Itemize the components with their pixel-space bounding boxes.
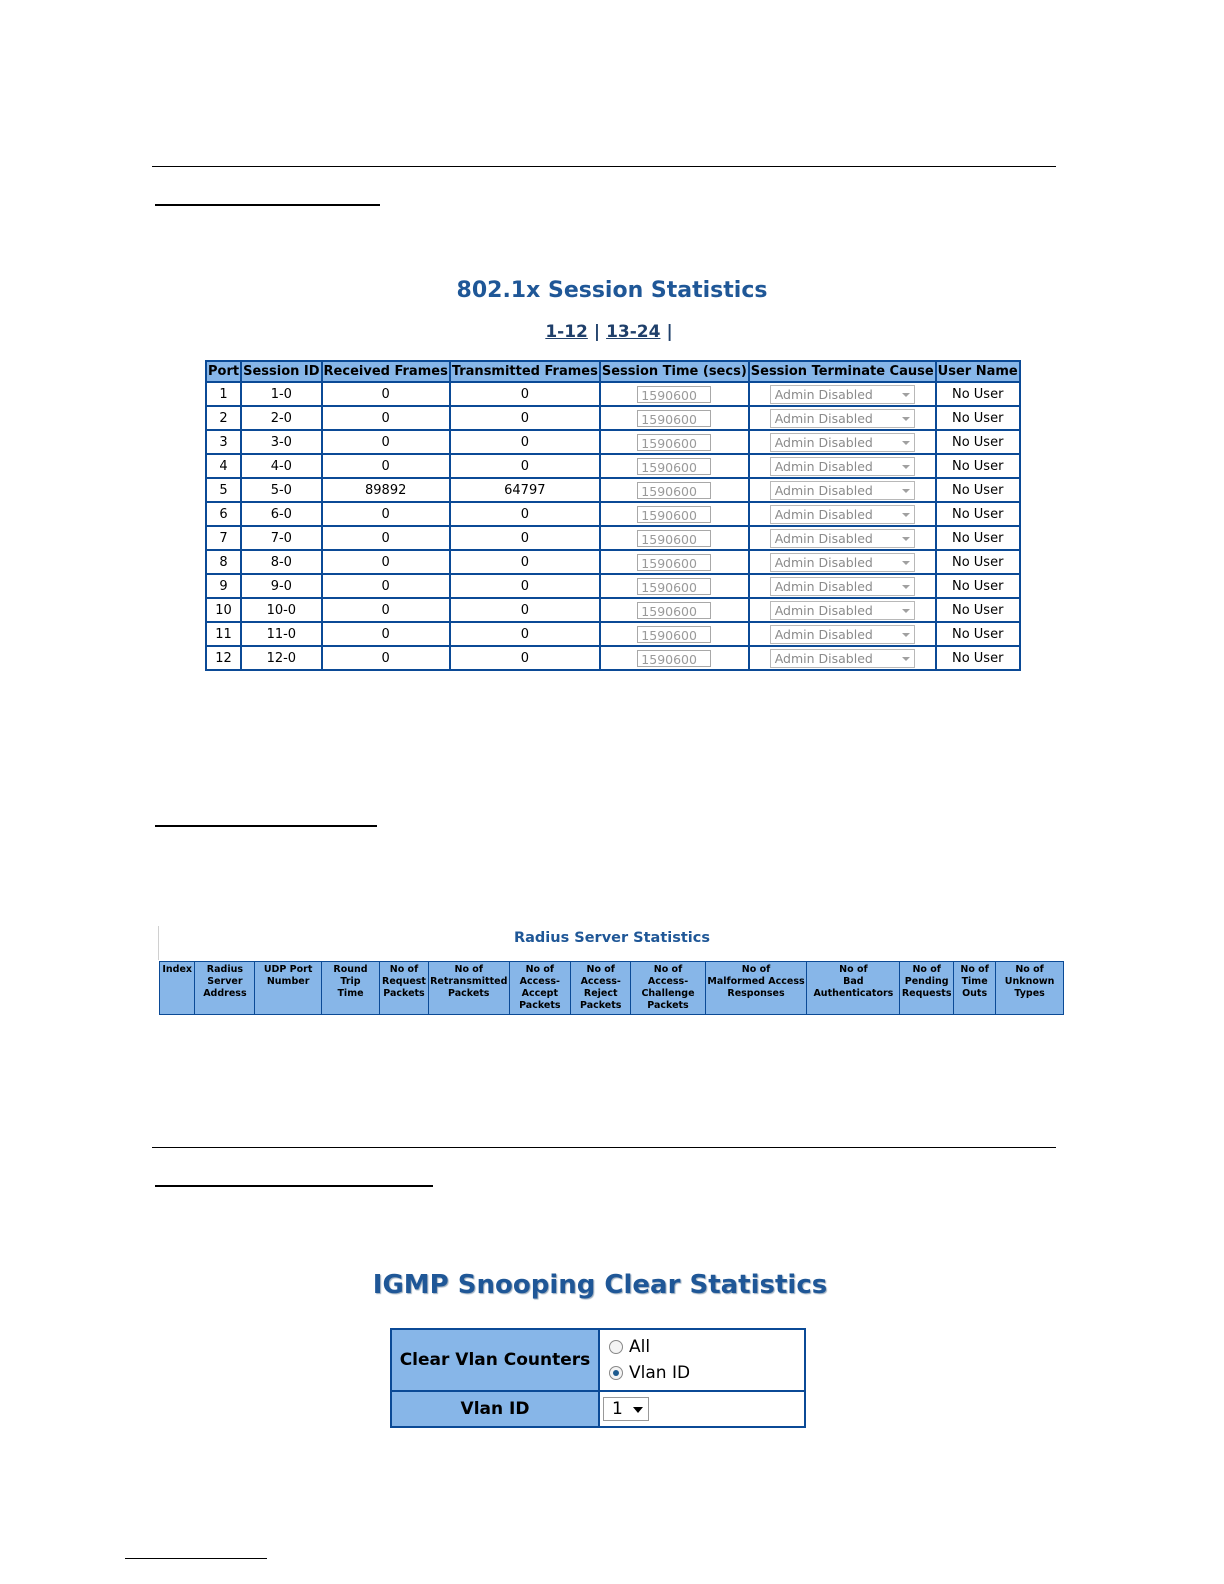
terminate-cause-select[interactable] [770,625,915,644]
header-line: Address [203,988,247,999]
terminate-cause-cell [749,502,936,526]
header-line: Pending [904,976,949,987]
dropdown-arrow-icon [902,513,910,517]
transmitted-frames-cell: 64797 [450,478,600,502]
session-time-input[interactable]: 1590600 [637,506,711,523]
terminate-cause-select[interactable] [770,577,915,596]
radio-vlan-label: Vlan ID [629,1363,691,1383]
terminate-cause-select[interactable] [770,409,915,428]
radius-column-header [705,962,807,1015]
header-line: Packets [580,1000,622,1011]
session-time-cell [600,406,749,430]
terminate-cause-cell [749,574,936,598]
terminate-cause-value: Admin Disabled [774,650,873,666]
header-line: Bad [843,976,864,987]
received-frames-cell: 0 [322,574,450,598]
radius-column-header [954,962,996,1015]
header-line: Server [207,976,243,987]
session-time-cell [600,646,749,670]
received-frames-cell: 0 [322,430,450,454]
terminate-cause-cell [749,454,936,478]
terminate-cause-cell [749,382,936,406]
terminate-cause-select[interactable] [770,505,915,524]
top-divider [152,166,1056,167]
terminate-cause-select[interactable] [770,553,915,572]
terminate-cause-cell [749,526,936,550]
transmitted-frames-cell: 0 [450,406,600,430]
session-time-cell [600,502,749,526]
terminate-cause-select[interactable] [770,649,915,668]
terminate-cause-cell [749,430,936,454]
vlan-id-cell [599,1391,805,1427]
radius-column-header [255,962,321,1015]
terminate-cause-value: Admin Disabled [774,410,873,426]
session-time-input[interactable]: 1590600 [637,386,711,403]
user-name-cell: No User [936,646,1020,670]
header-line: Packets [519,1000,561,1011]
heading-underline-2 [155,825,377,827]
received-frames-cell: 0 [322,382,450,406]
terminate-cause-value: Admin Disabled [774,386,873,402]
radius-stats-table [159,961,1064,1015]
session-id-cell: 12-0 [241,646,321,670]
footnote-rule [125,1558,267,1559]
dropdown-arrow-icon [902,561,910,565]
session-time-cell [600,430,749,454]
transmitted-frames-cell: 0 [450,430,600,454]
igmp-clear-table [390,1328,806,1428]
header-line: No of [653,964,683,975]
session-id-cell: 10-0 [241,598,321,622]
header-line: Packets [383,988,425,999]
port-cell: 4 [206,454,241,478]
port-cell: 12 [206,646,241,670]
transmitted-frames-cell: 0 [450,502,600,526]
radio-vlan-id[interactable] [609,1366,623,1380]
header-line: Radius [206,964,243,975]
port-cell: 9 [206,574,241,598]
table-row [206,550,1020,574]
vlan-id-row [391,1391,805,1427]
session-time-cell [600,550,749,574]
terminate-cause-select[interactable] [770,529,915,548]
port-cell: 8 [206,550,241,574]
header-line: Time [337,988,364,999]
table-row [206,502,1020,526]
dropdown-arrow-icon [902,585,910,589]
radius-column-header [380,962,429,1015]
user-name-cell: No User [936,454,1020,478]
session-time-input[interactable]: 1590600 [637,626,711,643]
session-id-cell: 3-0 [241,430,321,454]
transmitted-frames-cell: 0 [450,574,600,598]
header-line: Access- [580,976,621,987]
session-time-cell [600,598,749,622]
session-time-cell [600,382,749,406]
session-pager [0,322,1224,342]
session-time-cell [600,574,749,598]
user-name-cell: No User [936,526,1020,550]
session-time-input[interactable]: 1590600 [637,434,711,451]
session-id-cell: 1-0 [241,382,321,406]
header-line: No of [960,964,989,975]
session-id-cell: 7-0 [241,526,321,550]
radius-column-header [807,962,900,1015]
header-line: Responses [727,988,785,999]
terminate-cause-select[interactable] [770,457,915,476]
header-line: Packets [448,988,490,999]
terminate-cause-select[interactable] [770,601,915,620]
radius-column-header [509,962,570,1015]
table-row [206,430,1020,454]
terminate-cause-value: Admin Disabled [774,554,873,570]
col-session-id: Session ID [241,361,321,382]
received-frames-cell: 0 [322,622,450,646]
session-time-cell [600,526,749,550]
session-id-cell: 5-0 [241,478,321,502]
user-name-cell: No User [936,598,1020,622]
col-port: Port [206,361,241,382]
received-frames-cell: 89892 [322,478,450,502]
session-stats-table [205,360,1021,671]
transmitted-frames-cell: 0 [450,598,600,622]
clear-counters-options [599,1329,805,1391]
session-time-input[interactable]: 1590600 [637,554,711,571]
dropdown-arrow-icon [902,417,910,421]
terminate-cause-value: Admin Disabled [774,482,873,498]
terminate-cause-value: Admin Disabled [774,626,873,642]
radio-option-vlan[interactable] [601,1360,803,1386]
dropdown-arrow-icon [902,537,910,541]
terminate-cause-cell [749,622,936,646]
vlan-id-label: Vlan ID [391,1391,599,1427]
header-line: No of [525,964,555,975]
terminate-cause-value: Admin Disabled [774,434,873,450]
radius-column-header [321,962,379,1015]
dropdown-arrow-icon [902,633,910,637]
transmitted-frames-cell: 0 [450,382,600,406]
header-line: No of [389,964,419,975]
header-line: Outs [962,988,988,999]
header-line: Authenticators [813,988,894,999]
mid-divider [152,1147,1056,1148]
session-time-input[interactable]: 1590600 [637,458,711,475]
session-time-cell [600,454,749,478]
user-name-cell: No User [936,382,1020,406]
session-time-input[interactable]: 1590600 [637,578,711,595]
received-frames-cell: 0 [322,406,450,430]
terminate-cause-select[interactable] [770,385,915,404]
session-time-input[interactable]: 1590600 [637,530,711,547]
header-line: No of [454,964,483,975]
header-line: Malformed Access [707,976,805,987]
terminate-cause-select[interactable] [770,433,915,452]
dropdown-arrow-icon [902,489,910,493]
port-cell: 2 [206,406,241,430]
session-time-cell [600,478,749,502]
vlan-id-select[interactable] [603,1397,649,1421]
session-id-cell: 9-0 [241,574,321,598]
table-row [206,382,1020,406]
session-id-cell: 6-0 [241,502,321,526]
session-time-input[interactable]: 1590600 [637,482,711,499]
table-row [206,598,1020,622]
session-stats-title: 802.1x Session Statistics [456,278,768,303]
dropdown-arrow-icon [902,657,910,661]
session-id-cell: 11-0 [241,622,321,646]
user-name-cell: No User [936,406,1020,430]
user-name-cell: No User [936,550,1020,574]
igmp-clear-title: IGMP Snooping Clear Statistics [372,1270,828,1300]
radio-all[interactable] [609,1340,623,1354]
terminate-cause-value: Admin Disabled [774,506,873,522]
header-line: No of [1015,964,1044,975]
table-row [206,406,1020,430]
terminate-cause-value: Admin Disabled [774,602,873,618]
header-line: Requests [901,988,952,999]
terminate-cause-select[interactable] [770,481,915,500]
transmitted-frames-cell: 0 [450,646,600,670]
page-link-1-12[interactable]: 1-12 [545,322,588,342]
session-id-cell: 2-0 [241,406,321,430]
terminate-cause-cell [749,478,936,502]
clear-counters-row [391,1329,805,1391]
session-id-cell: 8-0 [241,550,321,574]
col-terminate-cause: Session Terminate Cause [749,361,936,382]
table-row [206,646,1020,670]
received-frames-cell: 0 [322,502,450,526]
dropdown-arrow-icon [902,441,910,445]
port-cell: 5 [206,478,241,502]
dropdown-arrow-icon [902,465,910,469]
radius-column-header [996,962,1064,1015]
pager-separator: | [593,322,601,342]
transmitted-frames-cell: 0 [450,454,600,478]
header-line: Challenge [641,988,695,999]
radius-column-header [195,962,255,1015]
port-cell: 10 [206,598,241,622]
header-line: Reject [583,988,618,999]
header-line: Number [266,976,310,987]
received-frames-cell: 0 [322,598,450,622]
received-frames-cell: 0 [322,454,450,478]
page-link-13-24[interactable]: 13-24 [606,322,661,342]
header-line: Packets [647,1000,689,1011]
user-name-cell: No User [936,430,1020,454]
radius-column-header [428,962,509,1015]
user-name-cell: No User [936,622,1020,646]
received-frames-cell: 0 [322,526,450,550]
table-header-row [160,962,1064,1015]
heading-underline-3 [155,1185,433,1187]
dropdown-arrow-icon [902,393,910,397]
radius-column-header [570,962,630,1015]
heading-underline-1 [155,204,380,206]
radius-column-header [631,962,705,1015]
session-time-input[interactable]: 1590600 [637,602,711,619]
terminate-cause-cell [749,406,936,430]
user-name-cell: No User [936,478,1020,502]
header-line: UDP Port [263,964,313,975]
transmitted-frames-cell: 0 [450,526,600,550]
terminate-cause-value: Admin Disabled [774,530,873,546]
terminate-cause-value: Admin Disabled [774,458,873,474]
header-line: Access- [519,976,560,987]
terminate-cause-value: Admin Disabled [774,578,873,594]
header-line: No of [741,964,771,975]
session-time-input[interactable]: 1590600 [637,650,711,667]
col-transmitted-frames: Transmitted Frames [450,361,600,382]
col-user-name: User Name [936,361,1020,382]
col-received-frames: Received Frames [322,361,450,382]
header-line: Access- [647,976,689,987]
header-line: Request [382,976,426,987]
port-cell: 1 [206,382,241,406]
col-session-time: Session Time (secs) [600,361,749,382]
table-row [206,478,1020,502]
terminate-cause-cell [749,550,936,574]
terminate-cause-cell [749,646,936,670]
header-line: No of [839,964,868,975]
port-cell: 6 [206,502,241,526]
header-line: Unknown [1004,976,1055,987]
radius-column-header [900,962,954,1015]
header-line: Accept [521,988,559,999]
header-line: Time [961,976,988,987]
header-line: No of [586,964,615,975]
session-time-input[interactable]: 1590600 [637,410,711,427]
port-cell: 11 [206,622,241,646]
header-line: Retransmitted [430,976,508,987]
radius-stats-title: Radius Server Statistics [513,930,711,946]
session-time-cell [600,622,749,646]
radio-option-all[interactable] [601,1334,803,1360]
user-name-cell: No User [936,574,1020,598]
table-row [206,574,1020,598]
pager-separator: | [666,322,673,342]
user-name-cell: No User [936,502,1020,526]
header-line: Index [162,964,193,975]
table-row [206,622,1020,646]
header-line: No of [912,964,941,975]
terminate-cause-cell [749,598,936,622]
radio-all-label: All [629,1337,651,1357]
clear-counters-label: Clear Vlan Counters [391,1329,599,1391]
received-frames-cell: 0 [322,550,450,574]
header-line: Types [1014,988,1045,999]
table-row [206,454,1020,478]
vlan-id-value: 1 [612,1399,623,1419]
received-frames-cell: 0 [322,646,450,670]
radius-column-header [160,962,195,1015]
session-id-cell: 4-0 [241,454,321,478]
transmitted-frames-cell: 0 [450,622,600,646]
port-cell: 3 [206,430,241,454]
dropdown-arrow-icon [902,609,910,613]
header-line: Round Trip [333,964,368,987]
port-cell: 7 [206,526,241,550]
table-row [206,526,1020,550]
dropdown-arrow-icon [633,1407,643,1413]
transmitted-frames-cell: 0 [450,550,600,574]
table-header-row [206,361,1020,382]
